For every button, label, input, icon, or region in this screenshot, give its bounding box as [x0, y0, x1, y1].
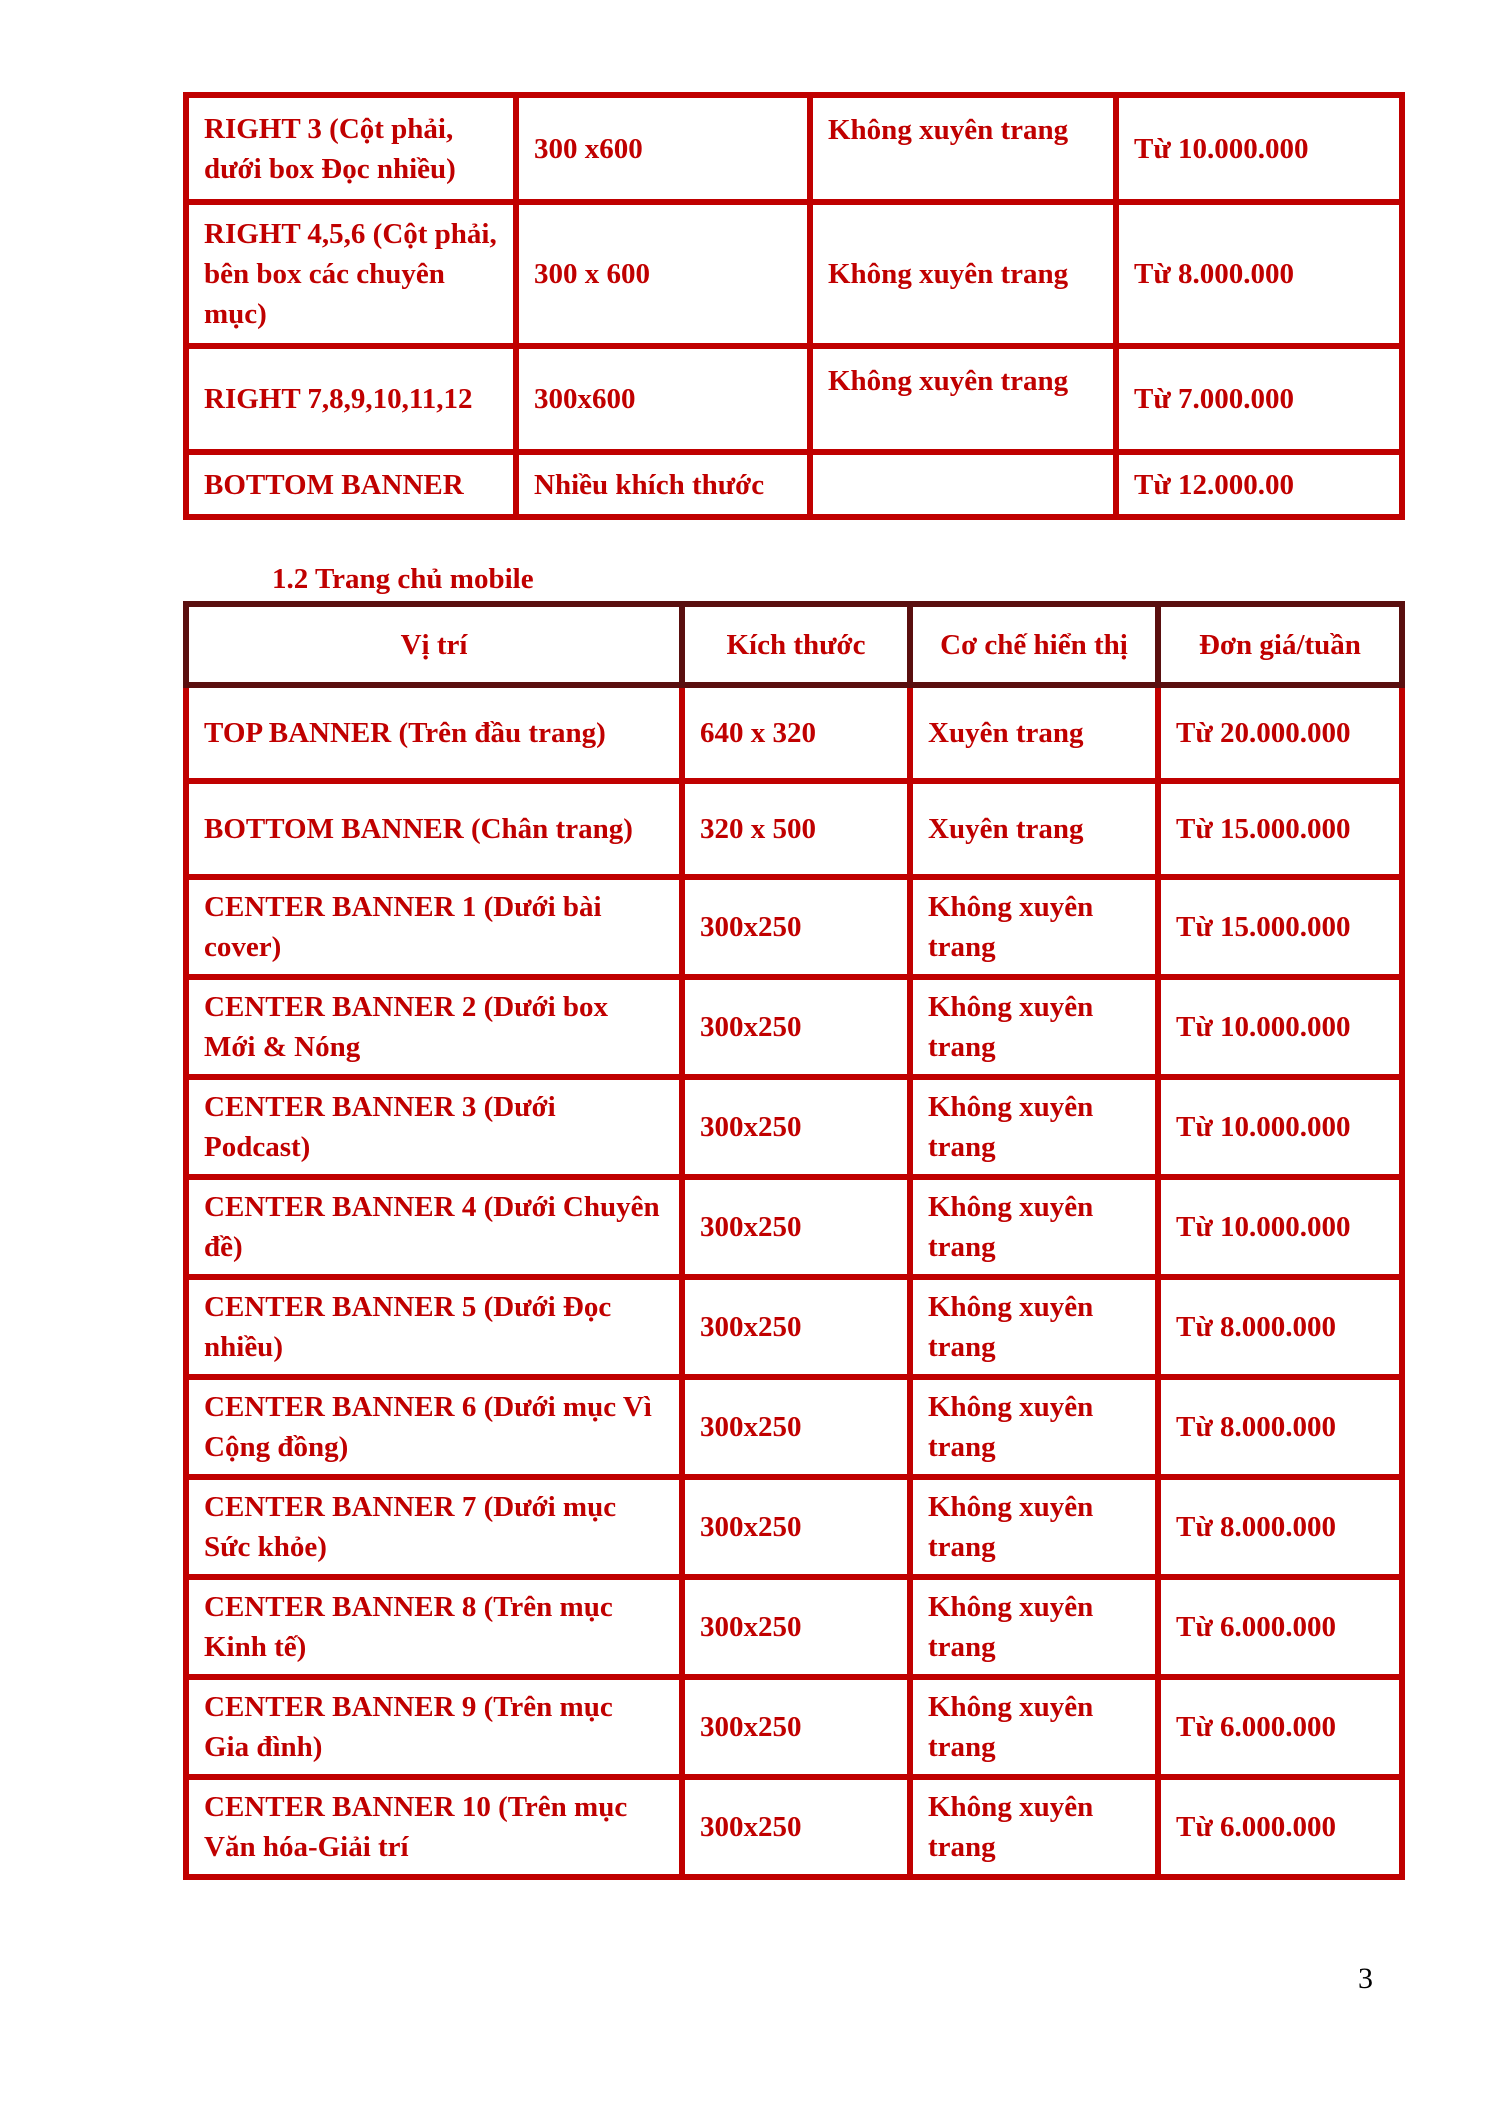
size-cell: 300x250 — [682, 1377, 910, 1477]
size-cell: 300x250 — [682, 1277, 910, 1377]
price-cell: Từ 10.000.000 — [1116, 95, 1402, 202]
position-cell: CENTER BANNER 8 (Trên mục Kinh tế) — [186, 1577, 682, 1677]
position-cell: CENTER BANNER 5 (Dưới Đọc nhiều) — [186, 1277, 682, 1377]
display-cell: Không xuyên trang — [910, 1177, 1158, 1277]
table-row — [186, 1077, 1402, 1177]
table-row — [186, 1277, 1402, 1377]
price-cell: Từ 10.000.000 — [1158, 1077, 1402, 1177]
table-row — [186, 877, 1402, 977]
position-cell: BOTTOM BANNER — [186, 452, 516, 517]
size-cell: 300x250 — [682, 1077, 910, 1177]
display-cell: Không xuyên trang — [910, 1277, 1158, 1377]
price-cell: Từ 8.000.000 — [1158, 1277, 1402, 1377]
position-cell: CENTER BANNER 2 (Dưới box Mới & Nóng — [186, 977, 682, 1077]
table-row — [186, 977, 1402, 1077]
position-cell: RIGHT 7,8,9,10,11,12 — [186, 346, 516, 452]
position-cell: CENTER BANNER 10 (Trên mục Văn hóa-Giải trí — [186, 1777, 682, 1877]
price-cell: Từ 20.000.000 — [1158, 685, 1402, 781]
price-cell: Từ 15.000.000 — [1158, 877, 1402, 977]
size-cell: 320 x 500 — [682, 781, 910, 877]
size-cell: 300x600 — [516, 346, 810, 452]
size-cell: 300x250 — [682, 877, 910, 977]
size-cell: 300x250 — [682, 1177, 910, 1277]
size-cell: 300x250 — [682, 1677, 910, 1777]
position-cell: TOP BANNER (Trên đầu trang) — [186, 685, 682, 781]
table-row — [186, 95, 1402, 202]
price-cell: Từ 8.000.000 — [1158, 1377, 1402, 1477]
mobile-pricing-table-body — [186, 685, 1402, 1877]
size-cell: 300x250 — [682, 1577, 910, 1677]
table-row — [186, 781, 1402, 877]
position-cell: BOTTOM BANNER (Chân trang) — [186, 781, 682, 877]
table-row — [186, 1377, 1402, 1477]
display-cell: Không xuyên trang — [910, 1077, 1158, 1177]
position-cell: CENTER BANNER 1 (Dưới bài cover) — [186, 877, 682, 977]
display-cell: Không xuyên trang — [910, 977, 1158, 1077]
table-row — [186, 202, 1402, 346]
position-cell: CENTER BANNER 6 (Dưới mục Vì Cộng đồng) — [186, 1377, 682, 1477]
size-cell: 640 x 320 — [682, 685, 910, 781]
header-display: Cơ chế hiển thị — [910, 604, 1158, 685]
size-cell: 300 x 600 — [516, 202, 810, 346]
mobile-pricing-table — [183, 601, 1405, 1880]
display-cell: Không xuyên trang — [910, 1477, 1158, 1577]
display-cell: Xuyên trang — [910, 781, 1158, 877]
display-cell: Không xuyên trang — [910, 877, 1158, 977]
table-row — [186, 1577, 1402, 1677]
table-row — [186, 1677, 1402, 1777]
display-cell: Không xuyên trang — [910, 1677, 1158, 1777]
position-cell: RIGHT 3 (Cột phải, dưới box Đọc nhiều) — [186, 95, 516, 202]
desktop-pricing-table — [183, 92, 1405, 520]
size-cell: 300x250 — [682, 1777, 910, 1877]
display-cell: Không xuyên trang — [810, 202, 1116, 346]
price-cell: Từ 12.000.00 — [1116, 452, 1402, 517]
display-cell: Xuyên trang — [910, 685, 1158, 781]
price-cell: Từ 6.000.000 — [1158, 1577, 1402, 1677]
table-header-row — [186, 604, 1402, 685]
size-cell: 300 x600 — [516, 95, 810, 202]
display-cell: Không xuyên trang — [910, 1377, 1158, 1477]
section-heading: 1.2 Trang chủ mobile — [272, 563, 534, 595]
table-row — [186, 1177, 1402, 1277]
price-cell: Từ 6.000.000 — [1158, 1677, 1402, 1777]
size-cell: Nhiều khích thước — [516, 452, 810, 517]
position-cell: CENTER BANNER 4 (Dưới Chuyên đề) — [186, 1177, 682, 1277]
table-row — [186, 1777, 1402, 1877]
display-cell — [810, 452, 1116, 517]
table-row — [186, 1477, 1402, 1577]
header-size: Kích thước — [682, 604, 910, 685]
table-row — [186, 452, 1402, 517]
display-cell: Không xuyên trang — [910, 1577, 1158, 1677]
table-row — [186, 685, 1402, 781]
size-cell: 300x250 — [682, 1477, 910, 1577]
table-row — [186, 346, 1402, 452]
size-cell: 300x250 — [682, 977, 910, 1077]
price-cell: Từ 10.000.000 — [1158, 1177, 1402, 1277]
price-cell: Từ 8.000.000 — [1116, 202, 1402, 346]
price-cell: Từ 6.000.000 — [1158, 1777, 1402, 1877]
price-cell: Từ 7.000.000 — [1116, 346, 1402, 452]
price-cell: Từ 8.000.000 — [1158, 1477, 1402, 1577]
price-cell: Từ 10.000.000 — [1158, 977, 1402, 1077]
header-position: Vị trí — [186, 604, 682, 685]
position-cell: RIGHT 4,5,6 (Cột phải, bên box các chuyên mục) — [186, 202, 516, 346]
display-cell: Không xuyên trang — [810, 95, 1116, 202]
position-cell: CENTER BANNER 7 (Dưới mục Sức khỏe) — [186, 1477, 682, 1577]
position-cell: CENTER BANNER 9 (Trên mục Gia đình) — [186, 1677, 682, 1777]
position-cell: CENTER BANNER 3 (Dưới Podcast) — [186, 1077, 682, 1177]
header-price: Đơn giá/tuần — [1158, 604, 1402, 685]
page-number: 3 — [1358, 1962, 1373, 1995]
price-cell: Từ 15.000.000 — [1158, 781, 1402, 877]
display-cell: Không xuyên trang — [810, 346, 1116, 452]
display-cell: Không xuyên trang — [910, 1777, 1158, 1877]
